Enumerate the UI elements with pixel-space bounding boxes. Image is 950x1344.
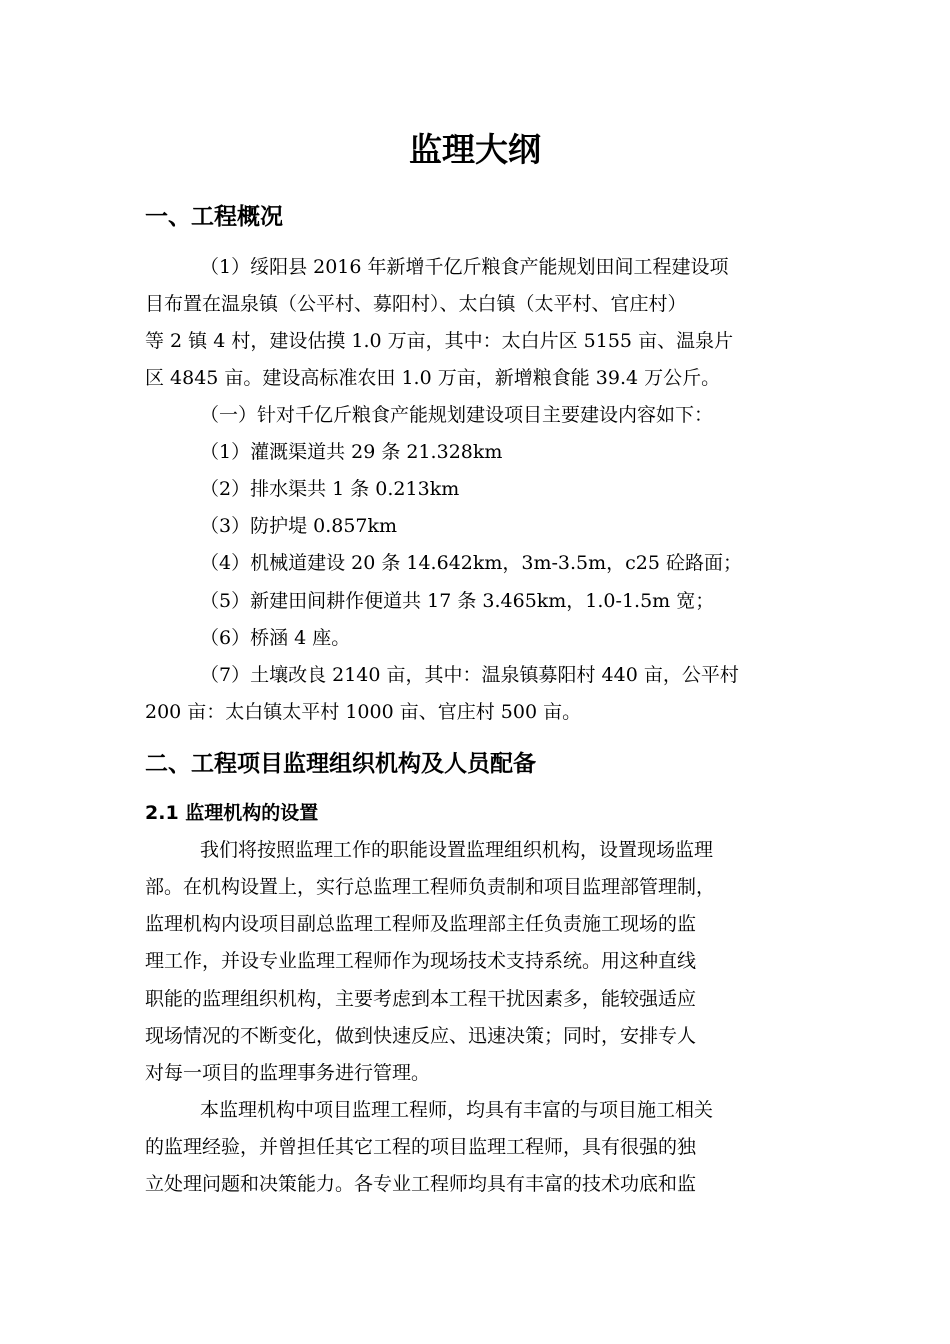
- section2-heading: 二、工程项目监理组织机构及人员配备: [145, 751, 536, 777]
- document-title: 监理大纲: [409, 130, 541, 169]
- list-item: （4）机械道建设 20 条 14.642km，3m-3.5m，c25 砼路面；: [200, 552, 743, 574]
- section1-intro: （一）针对千亿斤粮食产能规划建设项目主要建设内容如下：: [200, 404, 714, 426]
- section1-para1-line: 等 2 镇 4 村，建设估摸 1.0 万亩，其中：太白片区 5155 亩、温泉片: [145, 330, 734, 352]
- list-item-continuation: 200 亩：太白镇太平村 1000 亩、官庄村 500 亩。: [145, 701, 582, 723]
- section2-para1-line: 监理机构内设项目副总监理工程师及监理部主任负责施工现场的监: [145, 913, 697, 935]
- section2-para1-line: 理工作，并设专业监理工程师作为现场技术支持系统。用这种直线: [145, 950, 697, 972]
- section1-para1-line: （1）绥阳县 2016 年新增千亿斤粮食产能规划田间工程建设项: [200, 256, 729, 278]
- section2-para2-line: 本监理机构中项目监理工程师，均具有丰富的与项目施工相关: [200, 1099, 714, 1121]
- list-item: （6）桥涵 4 座。: [200, 627, 351, 649]
- section2-para1-line: 我们将按照监理工作的职能设置监理组织机构，设置现场监理: [200, 839, 714, 861]
- list-item: （3）防护堤 0.857km: [200, 515, 398, 537]
- section1-heading: 一、工程概况: [145, 204, 283, 230]
- section2-para2-line: 的监理经验，并曾担任其它工程的项目监理工程师，具有很强的独: [145, 1136, 697, 1158]
- section2-para1-line: 职能的监理组织机构，主要考虑到本工程干扰因素多，能较强适应: [145, 988, 697, 1010]
- section2-para1-line: 现场情况的不断变化，做到快速反应、迅速决策；同时，安排专人: [145, 1025, 697, 1047]
- list-item: （5）新建田间耕作便道共 17 条 3.465km，1.0-1.5m 宽；: [200, 590, 715, 612]
- section1-para1-line: 区 4845 亩。建设高标准农田 1.0 万亩，新增粮食能 39.4 万公斤。: [145, 367, 721, 389]
- section1-para1-line: 目布置在温泉镇（公平村、募阳村）、太白镇（太平村、官庄村）: [145, 293, 687, 315]
- section2-para1-line: 部。在机构设置上，实行总监理工程师负责制和项目监理部管理制，: [145, 876, 716, 898]
- section2-para1-line: 对每一项目的监理事务进行管理。: [145, 1062, 431, 1084]
- list-item: （2）排水渠共 1 条 0.213km: [200, 478, 460, 500]
- list-item: （1）灌溉渠道共 29 条 21.328km: [200, 441, 503, 463]
- section2-subheading: 2.1 监理机构的设置: [145, 802, 319, 824]
- list-item: （7）土壤改良 2140 亩，其中：温泉镇募阳村 440 亩，公平村: [200, 664, 739, 686]
- section2-para2-line: 立处理问题和决策能力。各专业工程师均具有丰富的技术功底和监: [145, 1173, 697, 1195]
